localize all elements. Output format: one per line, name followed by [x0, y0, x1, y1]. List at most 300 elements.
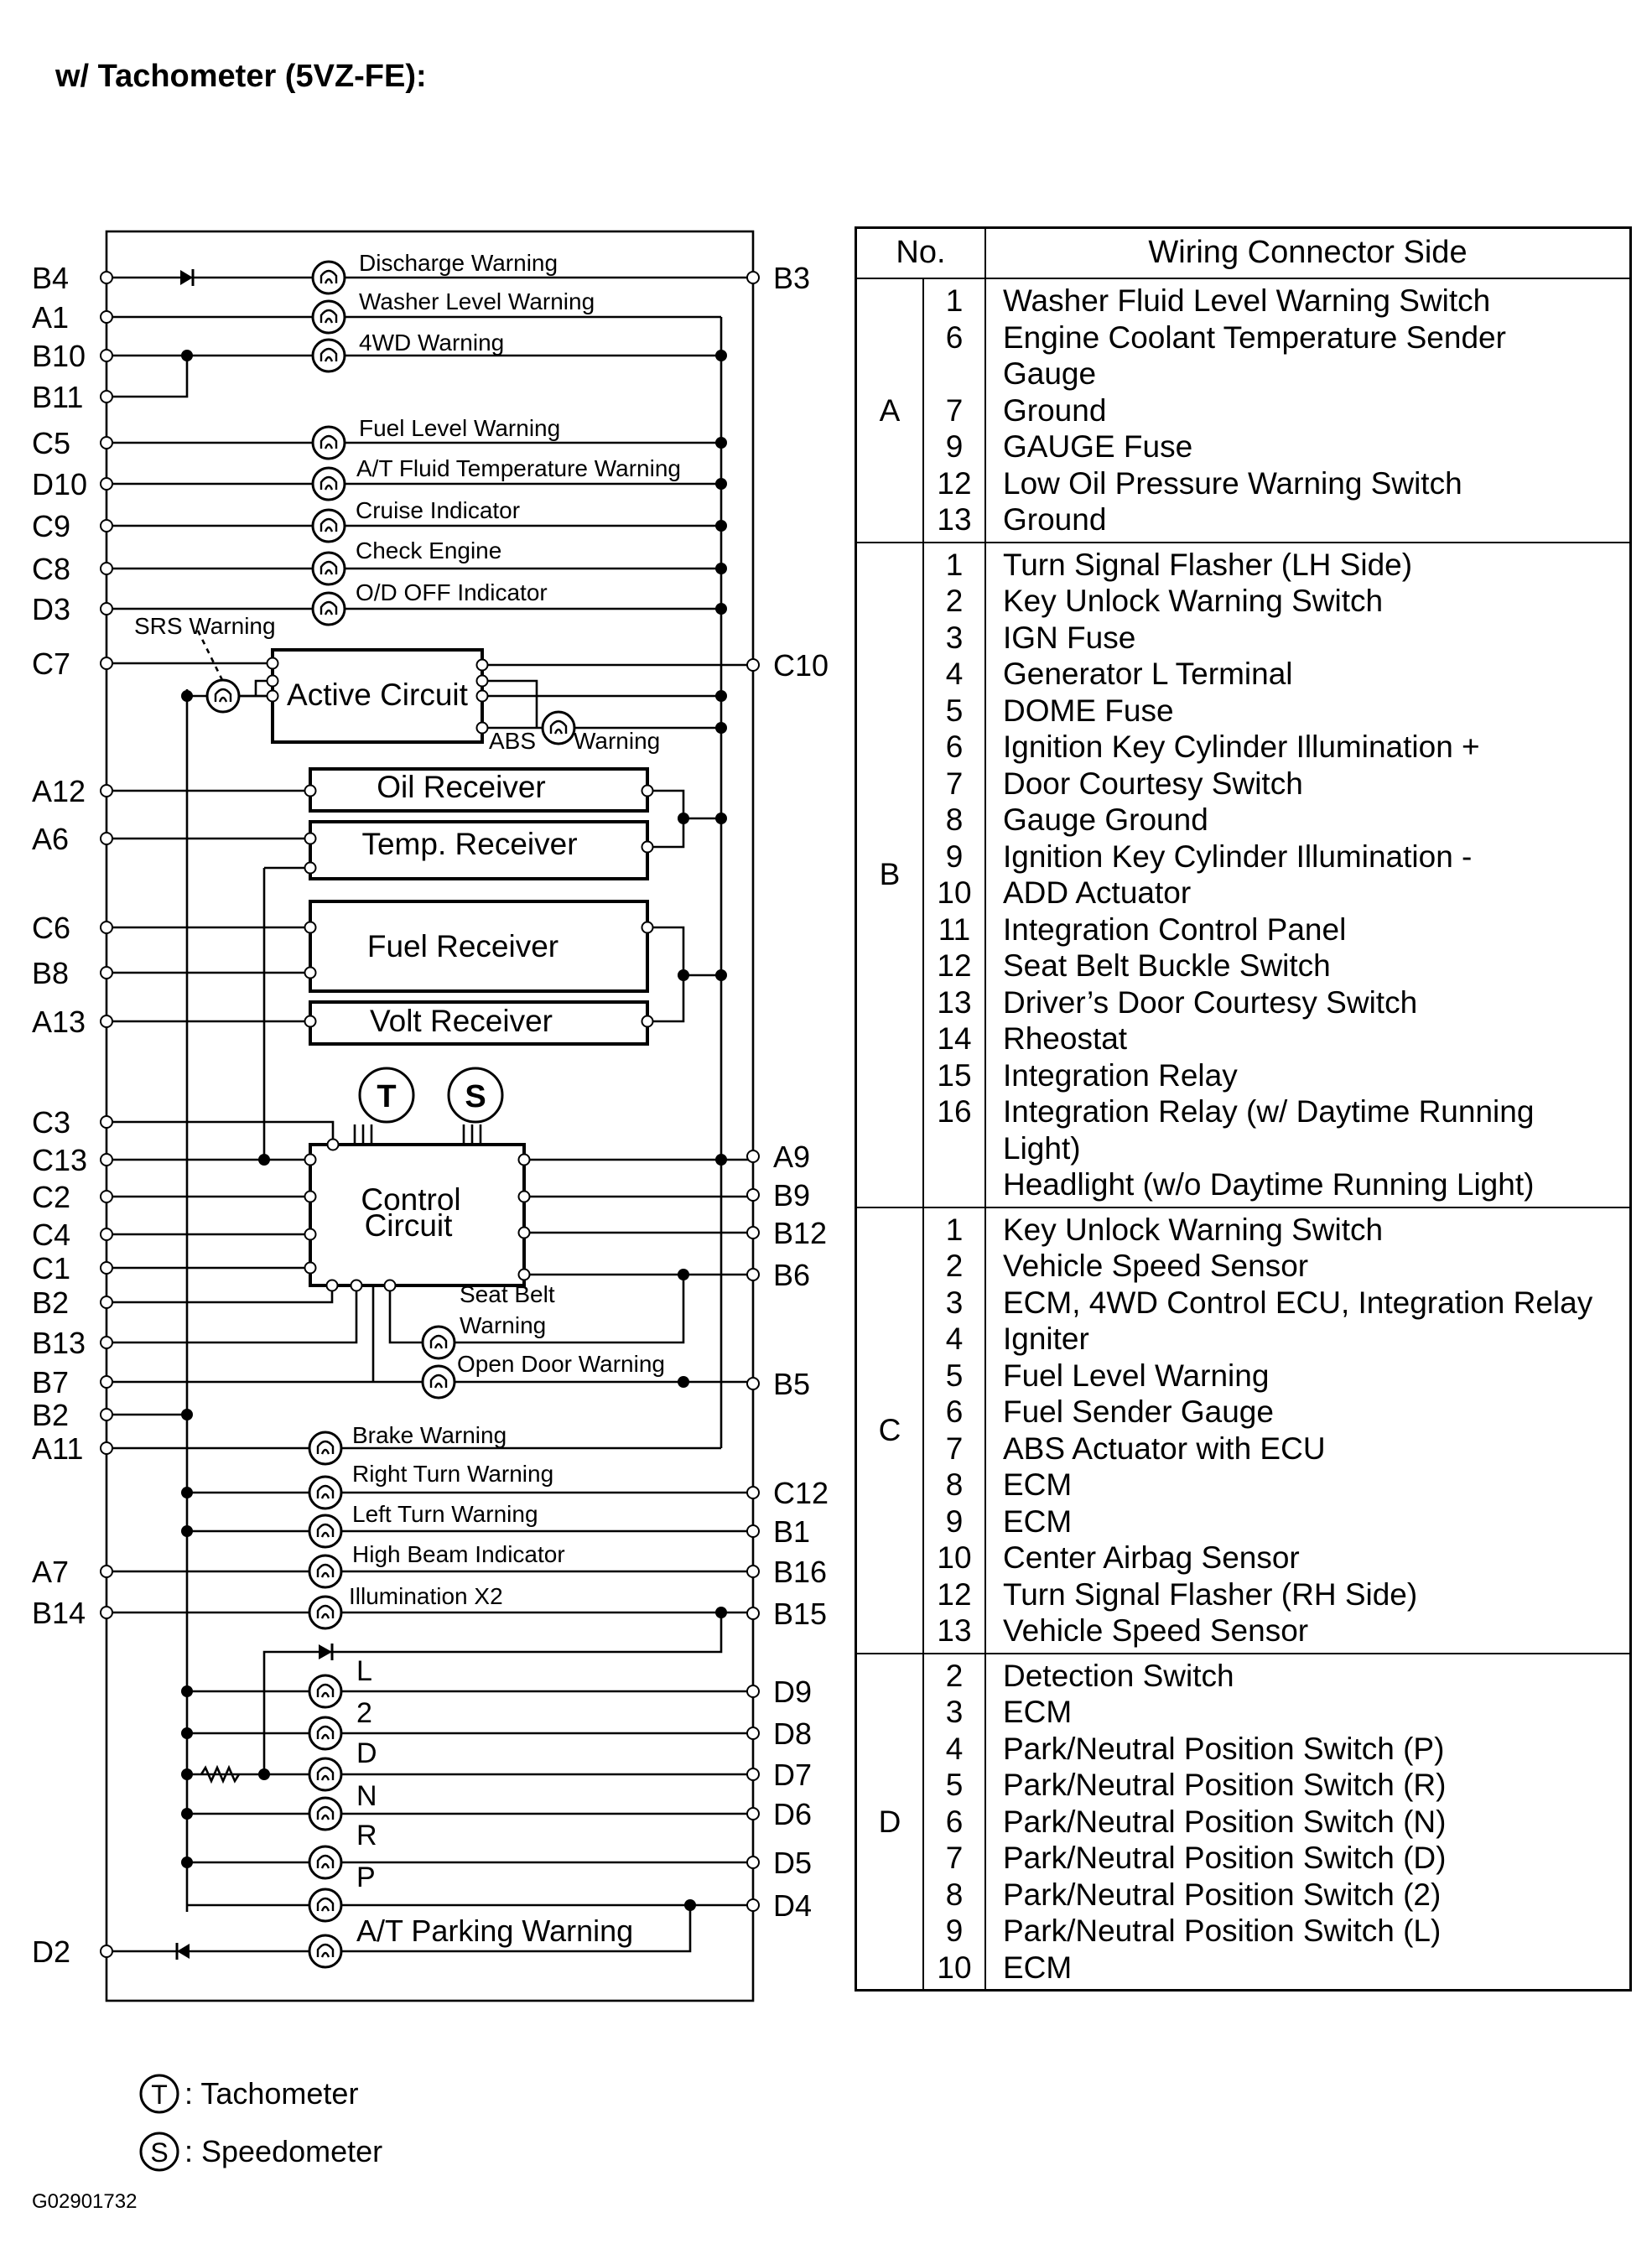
legend-speedo-symbol: S	[150, 2137, 169, 2168]
junction-dot	[715, 969, 727, 981]
left-terminal-label: B14	[32, 1596, 86, 1630]
left-terminal-label: A6	[32, 822, 70, 856]
pin-description: Headlight (w/o Daytime Running Light)	[1003, 1167, 1535, 1202]
junction-dot	[181, 1768, 193, 1780]
left-terminal-pin	[101, 1442, 112, 1454]
pin-description: Fuel Sender Gauge	[1003, 1394, 1274, 1429]
legend-speedometer	[141, 2133, 382, 2170]
right-terminal-label: B1	[773, 1514, 811, 1549]
warning-lamp-icon	[313, 301, 345, 333]
pin-number: 5	[945, 1358, 964, 1393]
pin-description: Driver’s Door Courtesy Switch	[1003, 984, 1418, 1020]
junction-dot	[181, 1808, 193, 1820]
left-terminal-label: C7	[32, 647, 71, 681]
left-terminal-pin	[101, 785, 112, 797]
right-terminal-label: A9	[773, 1140, 811, 1174]
indicator-label: P	[356, 1862, 376, 1893]
pin-description: ABS Actuator with ECU	[1003, 1431, 1326, 1466]
junction-dot	[678, 969, 689, 981]
warning-lamp-icon	[313, 553, 345, 584]
connector-group-letter: D	[856, 1654, 924, 1991]
right-terminal-label: B3	[773, 261, 811, 295]
warning-lamp-icon	[309, 1477, 341, 1509]
pin-number: 9	[945, 1914, 964, 1948]
pin-number: 8	[945, 1877, 964, 1912]
left-terminal-label: C4	[32, 1218, 71, 1252]
junction-dot	[684, 1899, 696, 1911]
pin-number: 2	[945, 584, 964, 618]
pin-description: Ignition Key Cylinder Illumination +	[1003, 730, 1480, 764]
block-pin	[477, 660, 488, 671]
pin-description: ECM	[1003, 1467, 1073, 1502]
right-terminal-pin	[747, 1150, 759, 1162]
indicator-label: D	[356, 1737, 377, 1769]
block-pin	[305, 833, 316, 844]
fuel-receiver-block	[310, 901, 647, 991]
pin-description: Key Unlock Warning Switch	[1003, 1212, 1384, 1247]
warning-lamp-icon	[309, 1798, 341, 1830]
junction-dot	[715, 813, 727, 824]
pin-number: 7	[945, 1841, 964, 1875]
pin-number: 8	[945, 1467, 964, 1502]
abs-label: ABS	[489, 728, 537, 754]
block-pin	[305, 1016, 316, 1027]
junction-dot	[715, 722, 727, 734]
block-pin	[642, 922, 653, 933]
pin-number: 3	[945, 1285, 964, 1320]
block-pin	[642, 1016, 653, 1027]
pin-description: Vehicle Speed Sensor	[1003, 1613, 1309, 1648]
diode	[180, 269, 193, 286]
left-terminal-label: B13	[32, 1326, 86, 1360]
indicator-label: Brake Warning	[352, 1422, 507, 1448]
pin-description: Integration Relay	[1003, 1057, 1238, 1093]
block-pin	[642, 842, 653, 853]
junction-dot	[715, 478, 727, 490]
left-terminal-label: C3	[32, 1105, 71, 1140]
pin-number: 10	[937, 875, 972, 910]
pin-number: 3	[945, 1695, 964, 1729]
warning-lamp-icon	[309, 1675, 341, 1707]
warning-lamp-icon	[309, 1432, 341, 1464]
temp-receiver-block	[310, 822, 647, 879]
table-row	[856, 278, 1631, 543]
pin-number: 3	[945, 620, 964, 655]
pin-number: 7	[945, 392, 964, 428]
right-terminal-label: B5	[773, 1367, 811, 1401]
junction-dot	[181, 350, 193, 361]
right-terminal-pin	[747, 272, 759, 283]
left-terminal-pin	[101, 1566, 112, 1577]
active-circuit-block	[273, 650, 482, 742]
right-terminal-pin	[747, 1607, 759, 1619]
indicator-label: N	[356, 1780, 377, 1812]
left-terminal-label: C9	[32, 509, 71, 543]
pin-number: 11	[938, 911, 971, 947]
block-pin	[519, 1228, 530, 1239]
indicator-label: Discharge Warning	[359, 250, 558, 276]
junction-dot	[181, 1525, 193, 1537]
speedometer-symbol	[449, 1068, 502, 1122]
pin-number: 15	[937, 1057, 972, 1093]
pin-number: 8	[945, 802, 964, 837]
left-terminal-label: C5	[32, 426, 71, 460]
pin-description: Turn Signal Flasher (LH Side)	[1003, 547, 1413, 582]
pin-description: ECM	[1003, 1503, 1073, 1539]
left-terminal-label: B11	[32, 380, 84, 414]
pin-number: 6	[945, 1804, 964, 1839]
junction-dot	[715, 603, 727, 615]
description-cell	[985, 543, 1631, 1207]
right-terminal-pin	[747, 1378, 759, 1389]
pin-number: 13	[937, 984, 972, 1020]
left-terminal-label: A11	[32, 1431, 84, 1466]
block-pin	[477, 723, 488, 734]
left-terminal-pin	[101, 922, 112, 933]
pin-number: 9	[945, 1503, 964, 1539]
pin-number: 4	[945, 657, 964, 691]
block-pin	[305, 922, 316, 933]
right-terminal-label: D8	[773, 1716, 813, 1751]
junction-dot	[678, 1269, 689, 1280]
block-pin	[519, 1155, 530, 1166]
right-terminal-pin	[747, 1727, 759, 1739]
junction-dot	[181, 1487, 193, 1498]
left-terminal-pin	[101, 1116, 112, 1128]
indicator-label: A/T Fluid Temperature Warning	[356, 455, 681, 481]
right-terminal-pin	[747, 1899, 759, 1911]
left-terminal-pin	[101, 1337, 112, 1348]
pin-number: 9	[945, 839, 964, 874]
pin-number: 1	[945, 1212, 964, 1247]
left-terminal-label: D2	[32, 1934, 71, 1969]
left-terminal-label: C13	[32, 1143, 88, 1177]
pin-number: 7	[945, 1431, 964, 1466]
pin-description: Ignition Key Cylinder Illumination -	[1003, 839, 1473, 874]
pin-description: ECM	[1003, 1950, 1073, 1985]
pin-description: IGN Fuse	[1003, 620, 1136, 655]
left-terminal-label: A12	[32, 774, 86, 808]
junction-dot	[715, 563, 727, 574]
left-terminal-label: A1	[32, 300, 70, 335]
pin-description: Seat Belt Buckle Switch	[1003, 948, 1331, 983]
pin-description: Washer Fluid Level Warning Switch	[1003, 283, 1491, 318]
description-cell	[985, 1207, 1631, 1654]
left-terminal-pin	[101, 1015, 112, 1027]
active-circuit-label: Active Circuit	[287, 678, 468, 712]
right-terminal-pin	[747, 1189, 759, 1201]
left-terminal-pin	[101, 1296, 112, 1308]
table-row	[856, 1207, 1631, 1654]
pin-number: 6	[945, 730, 964, 764]
left-terminal-pin	[101, 1154, 112, 1166]
right-terminal-pin	[747, 1857, 759, 1868]
pin-number-cell	[923, 1207, 985, 1654]
pin-description: Igniter	[1003, 1322, 1089, 1356]
junction-dot	[678, 1376, 689, 1388]
pin-description: ECM	[1003, 1695, 1073, 1729]
right-terminal-label: D4	[773, 1888, 813, 1923]
pin-number: 9	[945, 429, 964, 464]
control-circuit-label-2: Circuit	[364, 1208, 453, 1243]
right-terminal-pin	[747, 659, 759, 671]
tach-letter: T	[377, 1079, 397, 1114]
left-terminal-pin	[101, 563, 112, 574]
control-circuit-block	[310, 1145, 524, 1285]
seat-belt-label: Seat Belt	[460, 1281, 555, 1307]
left-terminal-pin	[101, 657, 112, 669]
table-row	[856, 543, 1631, 1207]
pin-description: Park/Neutral Position Switch (L)	[1003, 1914, 1442, 1948]
right-terminal-pin	[747, 1768, 759, 1780]
abs-warning-label: Warning	[574, 728, 661, 754]
warning-lamp-icon	[309, 1846, 341, 1878]
pin-number: 13	[937, 1613, 972, 1648]
at-parking-warning-label: A/T Parking Warning	[356, 1914, 634, 1948]
pin-description: Engine Coolant Temperature Sender	[1003, 319, 1506, 355]
indicator-label: Left Turn Warning	[352, 1501, 538, 1527]
block-pin	[642, 786, 653, 797]
pin-number: 1	[945, 547, 964, 582]
block-pin	[519, 1270, 530, 1280]
pin-description: ECM, 4WD Control ECU, Integration Relay	[1003, 1285, 1593, 1320]
warning-lamp-icon	[313, 510, 345, 542]
pin-number: 12	[937, 465, 972, 501]
block-pin	[305, 1192, 316, 1202]
left-terminal-label: B8	[32, 956, 70, 990]
speedo-letter: S	[465, 1079, 486, 1114]
pin-description: Park/Neutral Position Switch (2)	[1003, 1877, 1442, 1912]
left-terminal-label: D10	[32, 467, 88, 501]
pin-number: 7	[945, 766, 964, 801]
warning-lamp-icon	[309, 1515, 341, 1547]
left-terminal-pin	[101, 603, 112, 615]
warning-lamp-icon	[309, 1597, 341, 1628]
junction-dot	[181, 690, 193, 702]
description-cell	[985, 278, 1631, 543]
left-terminal-pin	[101, 350, 112, 361]
indicator-label: High Beam Indicator	[352, 1541, 565, 1567]
connector-group-letter: A	[856, 278, 924, 543]
right-terminal-label: B15	[773, 1597, 828, 1631]
right-terminal-pin	[747, 1487, 759, 1498]
warning-lamp-icon	[313, 262, 345, 293]
right-terminal-pin	[747, 1227, 759, 1239]
pin-description: Park/Neutral Position Switch (N)	[1003, 1804, 1447, 1839]
warning-lamp-icon	[543, 712, 574, 744]
pin-number-cell	[923, 1654, 985, 1991]
diode	[319, 1644, 332, 1660]
left-terminal-pin	[101, 272, 112, 283]
right-terminal-group	[747, 261, 829, 1923]
pin-number-cell	[923, 543, 985, 1207]
right-terminal-label: D9	[773, 1675, 813, 1709]
connector-table	[855, 226, 1632, 1992]
left-terminal-pin	[101, 437, 112, 449]
pin-number: 5	[945, 1768, 964, 1802]
pin-description: Vehicle Speed Sensor	[1003, 1249, 1309, 1283]
indicator-label: Check Engine	[356, 537, 502, 563]
left-terminal-group	[32, 261, 112, 1969]
open-door-warning-label: Open Door Warning	[457, 1351, 665, 1377]
block-pin	[477, 676, 488, 687]
right-terminal-pin	[747, 1525, 759, 1537]
indicator-label: 2	[356, 1697, 372, 1729]
left-terminal-label: C2	[32, 1180, 71, 1214]
pin-description: DOME Fuse	[1003, 693, 1174, 728]
pin-number	[924, 356, 984, 392]
srs-warning-label: SRS Warning	[134, 613, 276, 639]
left-terminal-label: A7	[32, 1555, 70, 1589]
warning-lamp-icon	[313, 593, 345, 625]
oil-receiver-label: Oil Receiver	[377, 770, 546, 804]
connector-group-letter: C	[856, 1207, 924, 1654]
block-pin	[305, 1155, 316, 1166]
left-terminal-label: B10	[32, 339, 86, 373]
warning-lamp-icon	[313, 468, 345, 500]
right-terminal-label: D5	[773, 1846, 813, 1880]
pin-number: 16	[937, 1094, 972, 1129]
right-terminal-pin	[747, 1808, 759, 1820]
left-terminal-pin	[101, 1228, 112, 1240]
warning-lamp-icon	[309, 1935, 341, 1967]
junction-dot	[181, 1409, 193, 1420]
pin-number: 2	[945, 1658, 964, 1693]
pin-description: Center Airbag Sensor	[1003, 1540, 1300, 1575]
pin-description: Gauge	[1003, 356, 1097, 391]
indicator-label: 4WD Warning	[359, 330, 505, 356]
block-pin	[305, 968, 316, 979]
left-terminal-label: C1	[32, 1251, 71, 1285]
description-cell	[985, 1654, 1631, 1991]
legend-tach-symbol: T	[151, 2080, 168, 2110]
left-terminal-pin	[101, 520, 112, 532]
block-pin	[351, 1280, 362, 1291]
left-terminal-label: A13	[32, 1005, 86, 1039]
left-terminal-pin	[101, 1376, 112, 1388]
volt-receiver-label: Volt Receiver	[370, 1004, 553, 1038]
pin-description: Turn Signal Flasher (RH Side)	[1003, 1576, 1418, 1612]
pin-description: Ground	[1003, 502, 1107, 537]
junction-dot	[258, 1768, 270, 1780]
block-pin	[385, 1280, 396, 1291]
junction-dot	[715, 520, 727, 532]
indicator-label: Right Turn Warning	[352, 1461, 554, 1487]
pin-description: Detection Switch	[1003, 1658, 1234, 1693]
right-terminal-label: B12	[773, 1216, 828, 1250]
left-terminal-pin	[101, 1409, 112, 1420]
pin-description: ADD Actuator	[1003, 875, 1192, 910]
left-terminal-pin	[101, 478, 112, 490]
right-terminal-pin	[747, 1566, 759, 1577]
pin-description: Integration Relay (w/ Daytime Running	[1003, 1094, 1535, 1129]
indicator-label: R	[356, 1820, 377, 1851]
indicator-label: O/D OFF Indicator	[356, 579, 548, 605]
junction-dot	[715, 437, 727, 449]
block-pin	[305, 1263, 316, 1274]
seat-belt-warning-label: Warning	[460, 1312, 547, 1338]
left-terminal-label: D3	[32, 592, 71, 626]
right-terminal-label: C12	[773, 1476, 829, 1510]
volt-receiver-block	[310, 1002, 647, 1044]
indicator-label: Cruise Indicator	[356, 497, 521, 523]
left-terminal-pin	[101, 1607, 112, 1618]
left-terminal-pin	[101, 1262, 112, 1274]
pin-number: 10	[937, 1950, 972, 1985]
fuel-receiver-label: Fuel Receiver	[366, 929, 559, 963]
indicator-label: Washer Level Warning	[359, 288, 595, 314]
block-pin	[519, 1192, 530, 1202]
warning-lamp-icon	[309, 1889, 341, 1921]
legend-tachometer	[141, 2075, 358, 2112]
right-terminal-label: C10	[773, 648, 829, 683]
diode	[177, 1943, 190, 1960]
col-side-header: Wiring Connector Side	[985, 228, 1631, 279]
figure-id: G02901732	[32, 2190, 138, 2213]
pin-description: GAUGE Fuse	[1003, 429, 1193, 464]
left-terminal-label: B2	[32, 1398, 70, 1432]
junction-dot	[715, 690, 727, 702]
pin-description: Low Oil Pressure Warning Switch	[1003, 465, 1462, 501]
pin-description: Key Unlock Warning Switch	[1003, 584, 1384, 618]
pin-number: 6	[945, 319, 964, 355]
pin-description: Park/Neutral Position Switch (P)	[1003, 1731, 1445, 1766]
right-terminal-label: B9	[773, 1178, 811, 1213]
tachometer-symbol	[360, 1068, 413, 1122]
warning-lamp-icon	[423, 1327, 455, 1358]
legend-tach-label: : Tachometer	[184, 2076, 359, 2111]
left-terminal-label: B4	[32, 261, 70, 295]
left-terminal-pin	[101, 1191, 112, 1202]
right-terminal-label: B16	[773, 1555, 828, 1589]
pin-number: 2	[945, 1249, 964, 1283]
block-pin	[305, 1229, 316, 1240]
pin-number: 14	[937, 1021, 972, 1056]
pin-description: Generator L Terminal	[1003, 657, 1293, 691]
left-terminal-label: B7	[32, 1365, 70, 1400]
junction-dot	[715, 1607, 727, 1618]
warning-lamp-icon	[309, 1758, 341, 1790]
pin-description: Park/Neutral Position Switch (D)	[1003, 1841, 1447, 1875]
right-terminal-pin	[747, 1685, 759, 1697]
pin-description: Park/Neutral Position Switch (R)	[1003, 1768, 1447, 1802]
pin-number: 10	[937, 1540, 972, 1575]
right-terminal-label: B6	[773, 1258, 811, 1292]
pin-description: Door Courtesy Switch	[1003, 766, 1303, 801]
pin-number: 4	[945, 1731, 964, 1766]
warning-lamp-icon	[207, 680, 239, 712]
block-pin	[328, 1140, 339, 1150]
pin-description: Fuel Level Warning	[1003, 1358, 1270, 1393]
pin-number: 4	[945, 1322, 964, 1356]
warning-lamp-icon	[309, 1555, 341, 1587]
pin-description: Gauge Ground	[1003, 802, 1208, 837]
pin-description: Integration Control Panel	[1003, 911, 1347, 947]
temp-receiver-label: Temp. Receiver	[361, 827, 578, 861]
warning-lamp-icon	[313, 427, 345, 459]
block-pin	[305, 863, 316, 874]
left-terminal-pin	[101, 967, 112, 979]
block-pin	[268, 676, 278, 687]
pin-number-cell	[923, 278, 985, 543]
indicator-label: Fuel Level Warning	[359, 415, 561, 441]
right-terminal-label: D6	[773, 1797, 813, 1831]
warning-lamp-icon	[309, 1717, 341, 1749]
left-terminal-label: C8	[32, 552, 71, 586]
pin-description: Ground	[1003, 392, 1107, 428]
col-no-header: No.	[856, 228, 986, 279]
warning-lamp-icon	[313, 340, 345, 371]
